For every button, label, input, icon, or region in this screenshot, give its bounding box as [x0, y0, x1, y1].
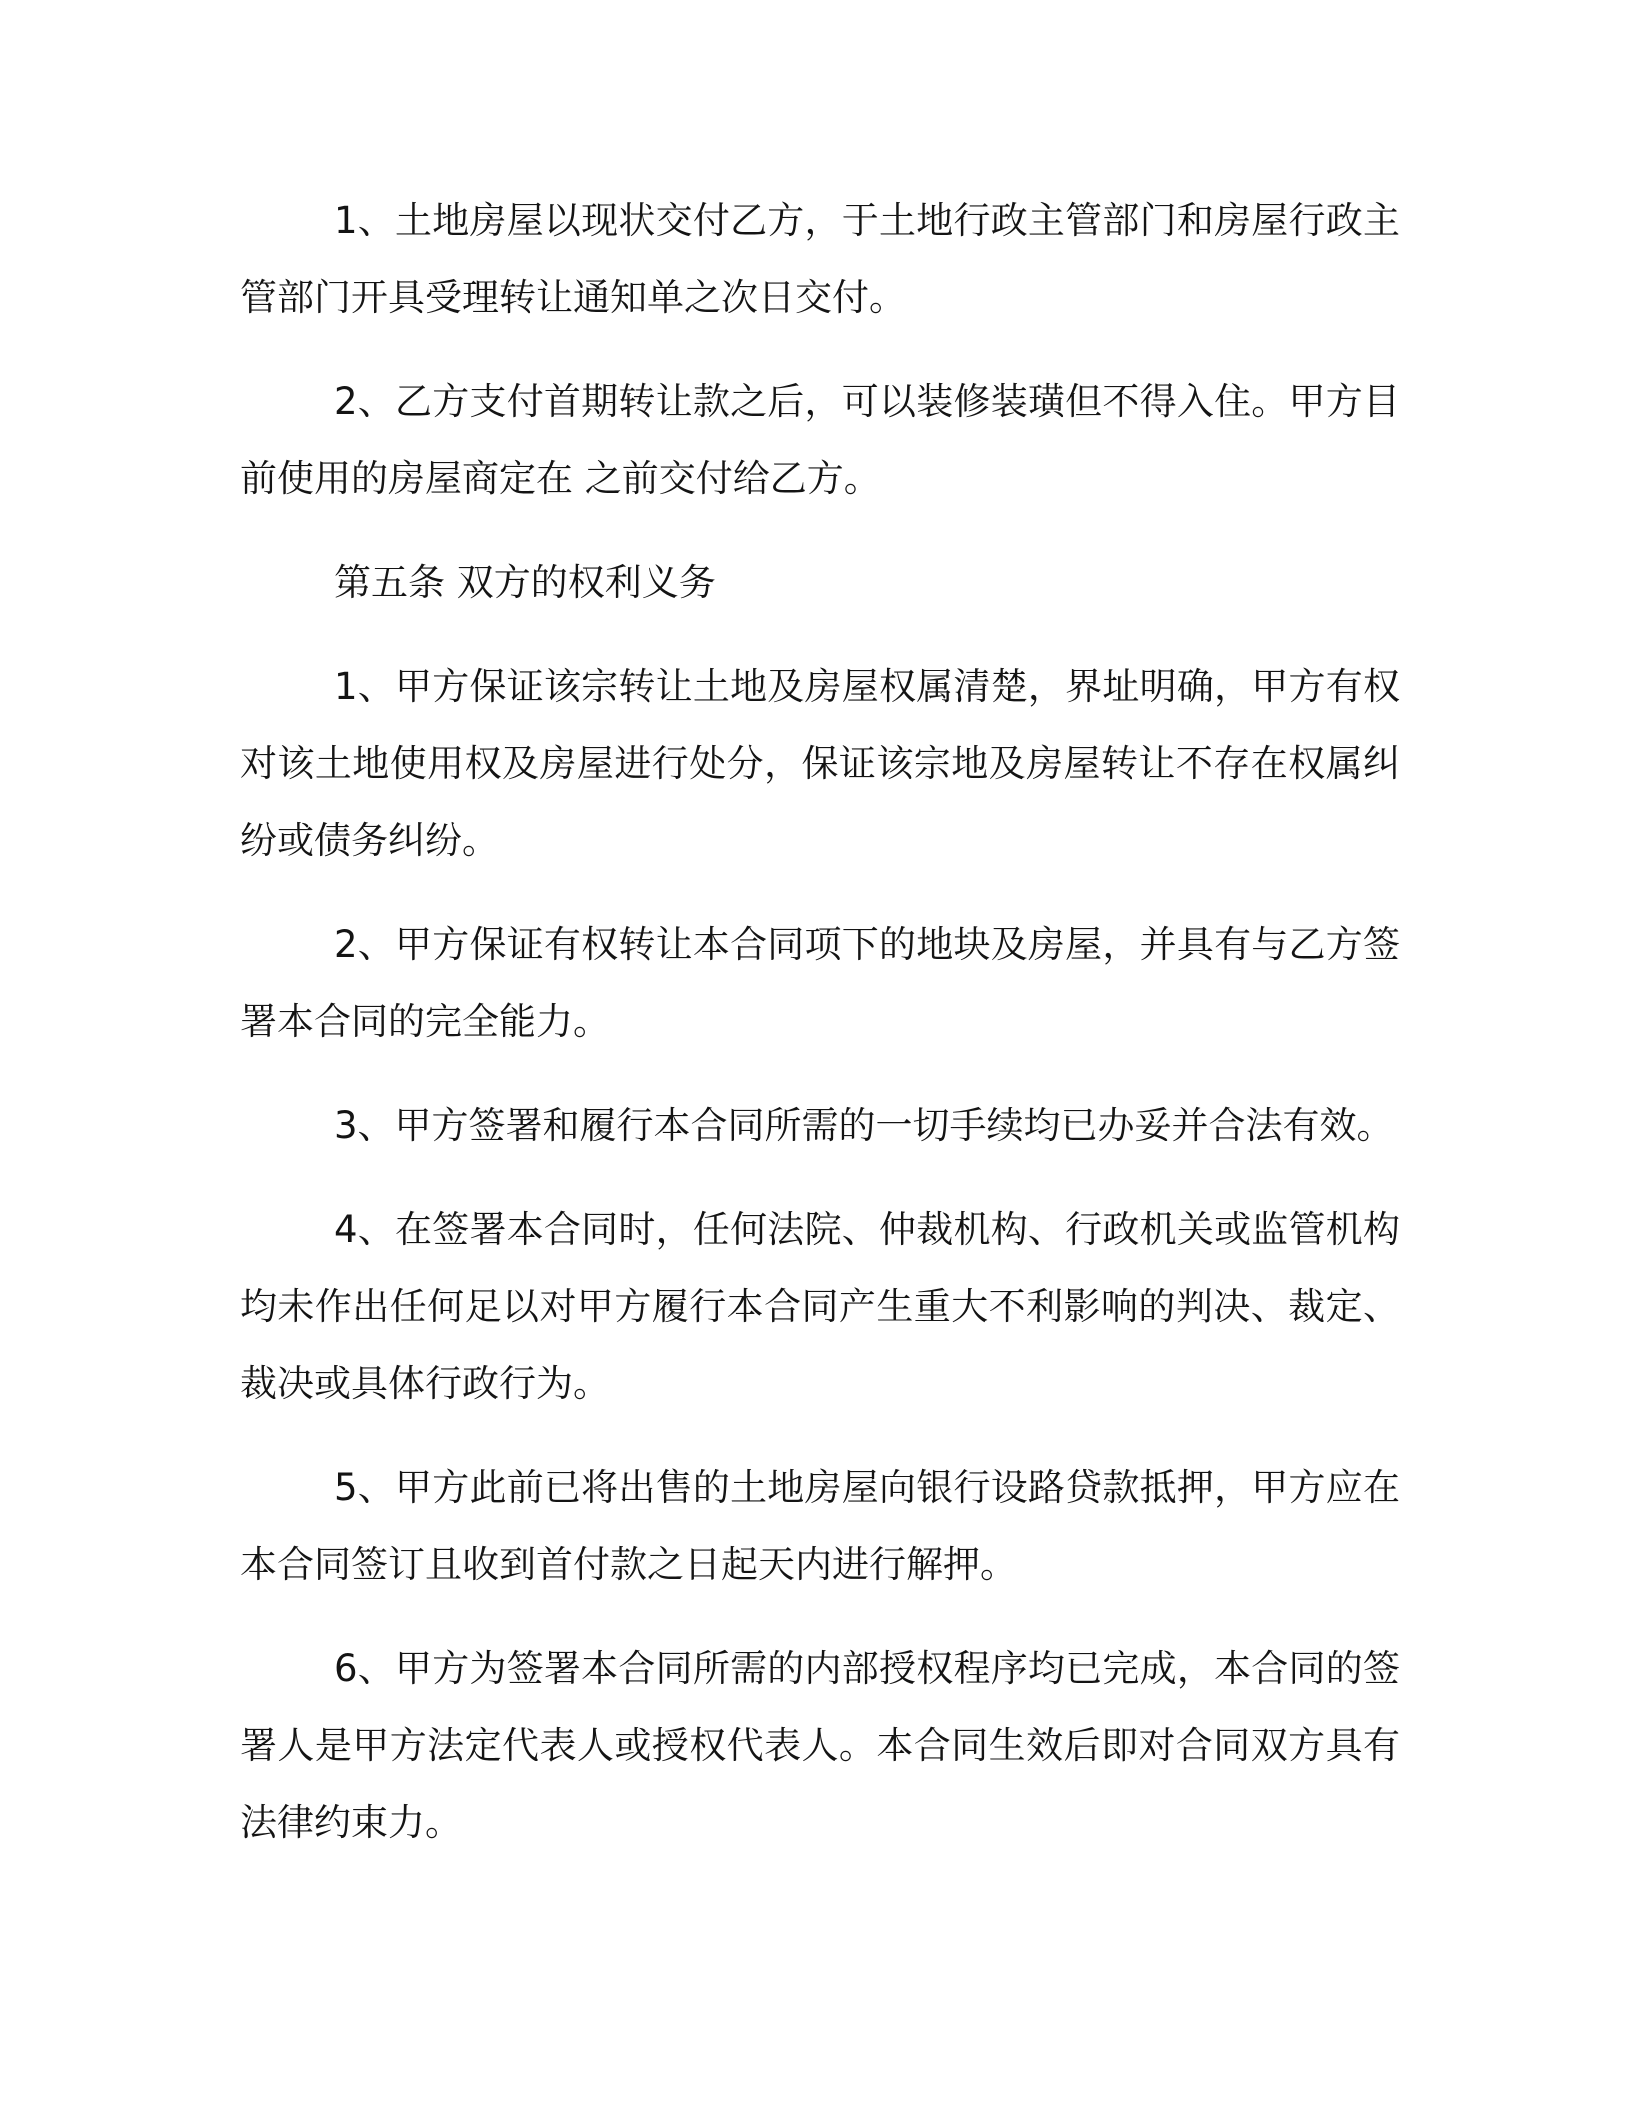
- paragraph-delivery-1: 1、土地房屋以现状交付乙方，于土地行政主管部门和房屋行政主管部门开具受理转让通知单之次日交付。: [240, 199, 1400, 319]
- paragraph-rights-3: 3、甲方签署和履行本合同所需的一切手续均已办妥并合法有效。: [334, 1104, 1394, 1147]
- paragraph-rights-6: 6、甲方为签署本合同所需的内部授权程序均已完成，本合同的签署人是甲方法定代表人或授权代表人。本合同生效后即对合同双方具有法律约束力。: [240, 1647, 1400, 1844]
- paragraph-delivery-2: 2、乙方支付首期转让款之后，可以装修装璜但不得入住。甲方目前使用的房屋商定在 之前交付给乙方。: [240, 380, 1400, 500]
- paragraph-rights-5: 5、甲方此前已将出售的土地房屋向银行设路贷款抵押，甲方应在本合同签订且收到首付款之日起天内进行解押。: [240, 1466, 1400, 1586]
- section-heading-article-5: 第五条 双方的权利义务: [334, 561, 716, 604]
- paragraph-rights-1: 1、甲方保证该宗转让土地及房屋权属清楚，界址明确，甲方有权对该土地使用权及房屋进行处分，保证该宗地及房屋转让不存在权属纠纷或债务纠纷。: [240, 665, 1400, 862]
- document-body: [240, 182, 1400, 1888]
- paragraph-rights-2: 2、甲方保证有权转让本合同项下的地块及房屋，并具有与乙方签署本合同的完全能力。: [240, 923, 1400, 1043]
- paragraph-rights-4: 4、在签署本合同时，任何法院、仲裁机构、行政机关或监管机构均未作出任何足以对甲方履行本合同产生重大不利影响的判决、裁定、裁决或具体行政行为。: [240, 1208, 1400, 1405]
